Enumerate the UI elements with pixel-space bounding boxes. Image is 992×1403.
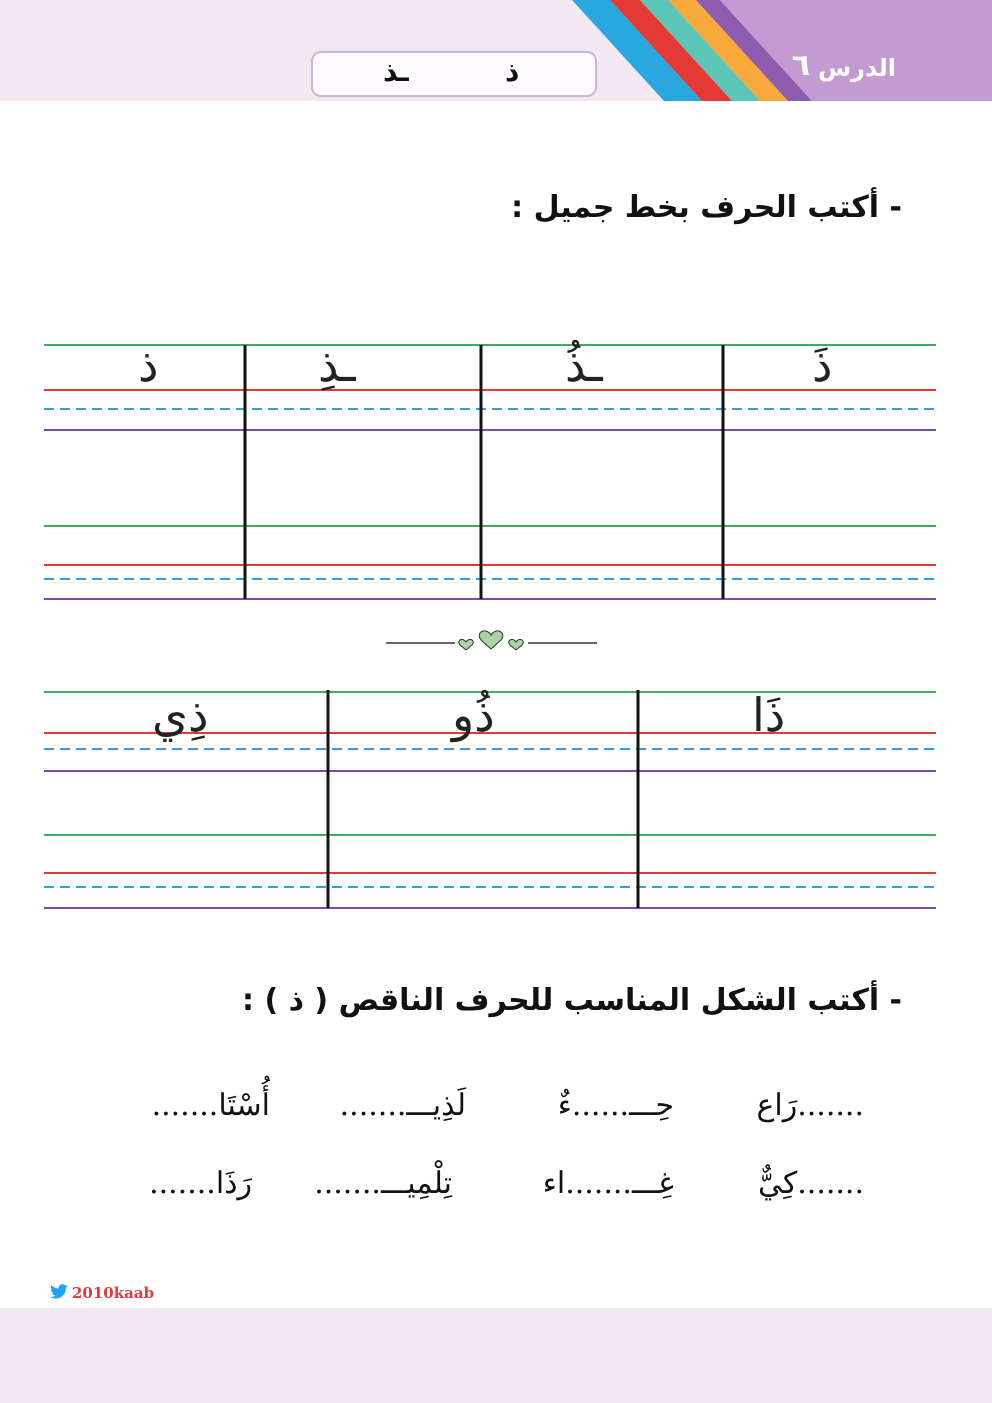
exercise-item: غِـــ.......اء	[542, 1166, 674, 1201]
letter-cell-3: ـذِ	[318, 338, 356, 392]
grid1-lower-lines	[44, 526, 936, 599]
instruction-write-letter: - أكتب الحرف بخط جميل :	[511, 190, 902, 225]
exercise-item: .......كِيٌّ	[757, 1166, 864, 1201]
grid1-upper-lines	[44, 345, 936, 430]
heart-divider	[386, 631, 597, 650]
instruction-fill-missing: - أكتب الشكل المناسب للحرف الناقص ( ذ ) :	[242, 983, 902, 1018]
letter-cell-1: ذَ	[812, 338, 833, 392]
exercise-item: تِلْمِيـــ.......	[314, 1166, 452, 1201]
word-cell-1: ذَا	[752, 688, 786, 742]
social-handle[interactable]: 2010kaab	[72, 1284, 155, 1302]
exercise-item: رَذَا.......	[149, 1166, 252, 1201]
word-cell-2: ذُو	[452, 688, 495, 742]
grid1-dividers	[245, 345, 723, 599]
exercise-item: .......رَاع	[756, 1088, 864, 1123]
word-cell-3: ذِي	[152, 688, 209, 742]
letter-cell-4: ذ	[138, 338, 159, 392]
lesson-number: ٦	[791, 48, 810, 83]
letter-form-final: ـذ	[383, 55, 409, 88]
exercise-item: أُسْتَا.......	[151, 1088, 270, 1123]
exercise-item: حِـــ......ءٌ	[557, 1088, 674, 1123]
letter-form-isolated: ذ	[505, 55, 520, 88]
lesson-label: الدرس	[817, 54, 896, 82]
letter-cell-2: ـذُ	[565, 338, 603, 392]
exercise-item: لَذِيـــ.......	[339, 1088, 466, 1123]
grid2-lower-lines	[44, 835, 936, 908]
footer-band	[0, 1308, 992, 1403]
bird-icon	[49, 1284, 69, 1300]
